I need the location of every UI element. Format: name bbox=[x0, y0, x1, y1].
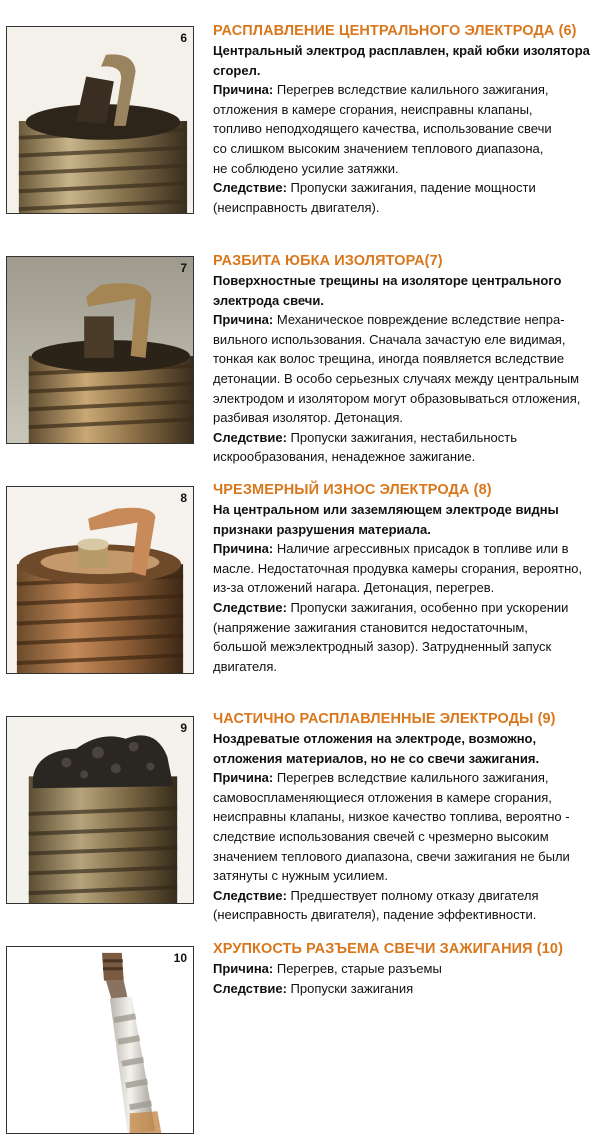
effect-label: Следствие: bbox=[213, 980, 287, 996]
cause-text: Перегрев вследствие калильного зажигания, bbox=[273, 770, 549, 786]
cause-text: разбивая изолятор. Детонация. bbox=[213, 410, 404, 426]
cause-text: Наличие агрессивных присадок в топливе или в bbox=[273, 541, 569, 557]
cause-text: самовоспламеняющиеся отложения в камере сгорания, bbox=[213, 789, 552, 805]
spark-plug-photo-9 bbox=[6, 716, 194, 904]
effect-text: (напряжение зажигания становится недостаточным, bbox=[213, 619, 528, 635]
cause-text: отложения в камере сгорания, неисправны клапаны, bbox=[213, 101, 533, 117]
effect-text: двигателя. bbox=[213, 658, 277, 674]
effect-text: Пропуски зажигания, особенно при ускорении bbox=[286, 599, 569, 615]
cause-text: детонации. В особо серьезных случаях между центральным bbox=[213, 370, 580, 386]
entry-title-8: ЧРЕЗМЕРНЫЙ ИЗНОС ЭЛЕКТРОДА (8) bbox=[213, 482, 492, 498]
spark-plug-brittle-terminal-image bbox=[7, 947, 193, 1133]
cause-text: значением теплового диапазона, свечи зажигания не были bbox=[213, 848, 570, 864]
effect-text: Предшествует полному отказу двигателя bbox=[286, 887, 539, 903]
cause-text: тонкая как волос трещина, иногда появляется вследствие bbox=[213, 351, 565, 367]
entry-title-7: РАЗБИТА ЮБКА ИЗОЛЯТОРА(7) bbox=[213, 253, 443, 269]
entry-text-8 bbox=[213, 481, 605, 676]
summary-line: На центральном или заземляющем электроде видны bbox=[213, 502, 559, 517]
cause-label: Причина: bbox=[213, 82, 274, 98]
cause-label: Причина: bbox=[213, 312, 274, 328]
cause-text: электродом и изолятором могут образовываться отложения, bbox=[213, 390, 581, 406]
spark-plug-cracked-insulator-image bbox=[7, 257, 193, 443]
effect-text: (неисправность двигателя). bbox=[213, 199, 380, 215]
entry-title-6: РАСПЛАВЛЕНИЕ ЦЕНТРАЛЬНОГО ЭЛЕКТРОДА (6) bbox=[213, 23, 577, 39]
entry-title-10: ХРУПКОСТЬ РАЗЪЕМА СВЕЧИ ЗАЖИГАНИЯ (10) bbox=[213, 941, 563, 957]
summary-line: Центральный электрод расплавлен, край юбки изолятора bbox=[213, 43, 590, 58]
entry-title-9: ЧАСТИЧНО РАСПЛАВЛЕННЫЕ ЭЛЕКТРОДЫ (9) bbox=[213, 711, 556, 727]
photo-number-8: 8 bbox=[180, 491, 187, 505]
cause-label: Причина: bbox=[213, 961, 274, 976]
cause-text: масле. Недостаточная продувка камеры сгорания, вероятно, bbox=[213, 560, 583, 576]
effect-text: искрообразования, ненадежное зажигание. bbox=[213, 449, 476, 465]
cause-text: следствие использования свечей с чрезмерно высоким bbox=[213, 828, 549, 844]
effect-text: (неисправность двигателя), падение эффективности. bbox=[213, 907, 537, 923]
cause-text: Механическое повреждение вследствие непра- bbox=[273, 312, 565, 328]
photo-number-10: 10 bbox=[173, 951, 187, 965]
cause-text: Перегрев, старые разъемы bbox=[273, 961, 442, 976]
spark-plug-melted-center-electrode-image bbox=[7, 27, 193, 213]
spark-plug-worn-electrode-image bbox=[7, 487, 193, 673]
spark-plug-photo-8 bbox=[6, 486, 194, 674]
spark-plug-photo-6 bbox=[6, 26, 194, 214]
effect-label: Следствие: bbox=[213, 887, 287, 903]
cause-text: не соблюдено усилие затяжки. bbox=[213, 160, 399, 176]
effect-label: Следствие: bbox=[213, 180, 287, 196]
spark-plug-photo-10 bbox=[6, 946, 194, 1134]
effect-text: большой межэлектродный зазор). Затрудненный запуск bbox=[213, 639, 552, 655]
spark-plug-partially-melted-electrodes-image bbox=[7, 717, 193, 903]
photo-number-9: 9 bbox=[180, 721, 187, 735]
photo-number-7: 7 bbox=[180, 261, 187, 275]
photo-number-6: 6 bbox=[180, 31, 187, 45]
spark-plug-photo-7 bbox=[6, 256, 194, 444]
cause-text: из-за отложений нагара. Детонация, перегрев. bbox=[213, 580, 495, 596]
effect-text: Пропуски зажигания bbox=[286, 980, 414, 996]
entry-text-6 bbox=[213, 22, 605, 217]
summary-line: Поверхностные трещины на изоляторе центрального bbox=[213, 273, 562, 288]
effect-text: Пропуски зажигания, падение мощности bbox=[286, 180, 536, 196]
cause-label: Причина: bbox=[213, 770, 274, 786]
cause-text: затянуты с нужным усилием. bbox=[213, 868, 388, 884]
entry-text-10 bbox=[213, 940, 605, 998]
cause-text: неисправны клапаны, низкое качество топлива, вероятно - bbox=[213, 809, 570, 825]
summary-line: Ноздреватые отложения на электроде, возможно, bbox=[213, 731, 537, 746]
cause-label: Причина: bbox=[213, 541, 274, 557]
summary-line: отложения материалов, но не со свечи зажигания. bbox=[213, 750, 540, 766]
cause-text: топливо неподходящего качества, использование свечи bbox=[213, 121, 552, 137]
cause-text: со слишком высоким значением теплового диапазона, bbox=[213, 140, 544, 156]
cause-text: Перегрев вследствие калильного зажигания, bbox=[273, 82, 549, 98]
summary-line: электрода свечи. bbox=[213, 292, 324, 308]
effect-label: Следствие: bbox=[213, 429, 287, 445]
effect-text: Пропуски зажигания, нестабильность bbox=[286, 429, 517, 445]
summary-line: сгорел. bbox=[213, 62, 261, 78]
cause-text: вильного использования. Сначала зачастую еле видимая, bbox=[213, 331, 566, 347]
summary-line: признаки разрушения материала. bbox=[213, 521, 431, 537]
entry-text-7 bbox=[213, 252, 605, 467]
entry-text-9 bbox=[213, 710, 605, 925]
effect-label: Следствие: bbox=[213, 599, 287, 615]
